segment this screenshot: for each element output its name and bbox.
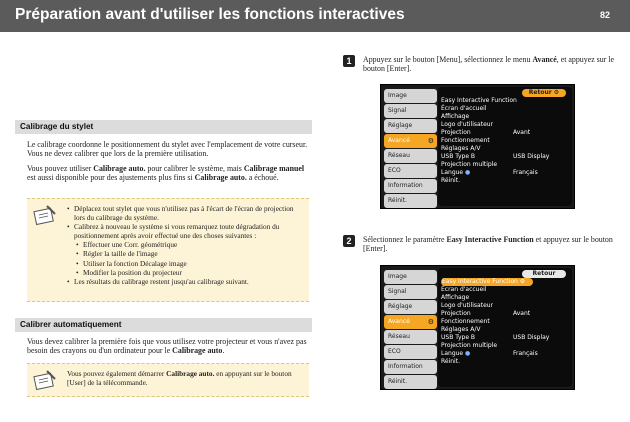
globe-icon: ● <box>465 169 471 176</box>
menu-tab-eco[interactable]: ECO <box>384 164 437 178</box>
projector-menu-1 <box>380 84 575 209</box>
note-pencil-icon <box>33 204 57 226</box>
page-number: 82 <box>599 10 610 20</box>
menu-item[interactable]: Réinit. <box>441 177 460 184</box>
menu-panel <box>438 268 572 387</box>
note-item: • Calibrez à nouveau le système si vous remarquez toute dégradation du positionnement après avoir effectué une des choses suivantes : <box>67 222 303 240</box>
section-heading-auto: Calibrer automatiquement <box>15 318 312 332</box>
auto-note-text: Vous pouvez également démarrer Calibrage auto. en appuyant sur le bouton [User] de la télécommande. <box>67 369 292 388</box>
menu-panel <box>438 87 572 206</box>
menu-tab-signal[interactable]: Signal <box>384 285 437 299</box>
menu-tab-signal[interactable]: Signal <box>384 104 437 118</box>
calibrage-paragraph-2: Vous pouvez utiliser Calibrage auto. pour calibrer le système, mais Calibrage manuel est aussi disponible pour des ajustements plus fins si Calibrage auto. a échoué. <box>27 164 305 183</box>
menu-item[interactable]: USB Type B USB Display <box>441 334 550 341</box>
calibrage-note <box>27 198 309 302</box>
retour-button[interactable]: Retour ⚙ <box>522 89 566 97</box>
auto-note <box>27 363 309 397</box>
menu-item[interactable]: Langue ● Français <box>441 169 538 176</box>
menu-tab-eco[interactable]: ECO <box>384 345 437 359</box>
menu-item[interactable]: Réglages A/V <box>441 326 481 333</box>
note-pencil-icon <box>33 369 57 391</box>
menu-item[interactable]: Fonctionnement <box>441 137 490 144</box>
enter-icon: ⚙ <box>427 318 434 326</box>
note-item: • Déplacez tout stylet que vous n'utilisez pas à l'écart de l'écran de projection lors du calibrage du système. <box>67 204 303 222</box>
note-item: • Les résultats du calibrage restent jusqu'au calibrage suivant. <box>67 277 303 286</box>
projector-menu-2 <box>380 265 575 390</box>
menu-item[interactable]: Affichage <box>441 294 470 301</box>
note-subitem: • Effectuer une Corr. géométrique <box>67 240 303 249</box>
menu-item[interactable]: Écran d'accueil <box>441 286 487 293</box>
menu-item[interactable]: Logo d'utilisateur <box>441 121 494 128</box>
menu-item[interactable]: Affichage <box>441 113 470 120</box>
menu-tab-information[interactable]: Information <box>384 179 437 193</box>
menu-tab-reglage[interactable]: Réglage <box>384 119 437 133</box>
menu-item[interactable]: Fonctionnement <box>441 318 490 325</box>
menu-tab-image[interactable]: Image <box>384 89 437 103</box>
page-header <box>0 0 630 32</box>
retour-button[interactable]: Retour <box>522 270 566 278</box>
menu-tab-information[interactable]: Information <box>384 360 437 374</box>
menu-item[interactable]: Réinit. <box>441 358 460 365</box>
menu-item[interactable]: Logo d'utilisateur <box>441 302 494 309</box>
enter-icon: ⚙ <box>427 137 434 145</box>
menu-tab-reseau[interactable]: Réseau <box>384 149 437 163</box>
step-1 <box>343 55 613 79</box>
menu-item-selected[interactable]: Easy Interactive Function ⚙ <box>441 278 533 286</box>
note-list <box>67 204 303 286</box>
section-heading-calibrage: Calibrage du stylet <box>15 120 312 134</box>
step-2 <box>343 235 613 259</box>
menu-tab-image[interactable]: Image <box>384 270 437 284</box>
calibrage-paragraph-1: Le calibrage coordonne le positionnement du stylet avec l'emplacement de votre curseur. Vous ne devez calibrer que lors de la première utilisation. <box>27 140 308 159</box>
menu-tab-reinit[interactable]: Réinit. <box>384 375 437 389</box>
auto-paragraph: Vous devez calibrer la première fois que vous utilisez votre projecteur et vous n'avez pas besoin des crayons ou d'un ordinateur pour le Calibrage auto. <box>27 337 307 356</box>
menu-item[interactable]: Projection Avant <box>441 310 531 317</box>
menu-item[interactable]: Projection Avant <box>441 129 531 136</box>
step-2-text: Sélectionnez le paramètre Easy Interactive Function et appuyez sur le bouton [Enter]. <box>363 235 613 254</box>
note-subitem: • Régler la taille de l'image <box>67 249 303 258</box>
step-1-text: Appuyez sur le bouton [Menu], sélectionnez le menu Avancé, et appuyez sur le bouton [Enter]. <box>363 55 614 74</box>
page-title: Préparation avant d'utiliser les fonctions interactives <box>15 6 405 23</box>
menu-item[interactable]: Réglages A/V <box>441 145 481 152</box>
menu-tab-reglage[interactable]: Réglage <box>384 300 437 314</box>
step-number-badge: 2 <box>343 235 355 247</box>
globe-icon: ● <box>465 350 471 357</box>
menu-item[interactable]: Projection multiple <box>441 342 498 349</box>
note-subitem: • Modifier la position du projecteur <box>67 268 303 277</box>
menu-item[interactable]: Easy Interactive Function <box>441 97 517 104</box>
menu-item[interactable]: USB Type B USB Display <box>441 153 550 160</box>
menu-item[interactable]: Langue ● Français <box>441 350 538 357</box>
menu-tab-reinit[interactable]: Réinit. <box>384 194 437 208</box>
step-number-badge: 1 <box>343 55 355 67</box>
menu-tab-avance[interactable]: Avancé ⚙ <box>384 315 437 329</box>
note-subitem: • Utiliser la fonction Décalage image <box>67 259 303 268</box>
menu-item[interactable]: Projection multiple <box>441 161 498 168</box>
menu-item[interactable]: Écran d'accueil <box>441 105 487 112</box>
menu-tab-reseau[interactable]: Réseau <box>384 330 437 344</box>
menu-tab-avance[interactable]: Avancé ⚙ <box>384 134 437 148</box>
